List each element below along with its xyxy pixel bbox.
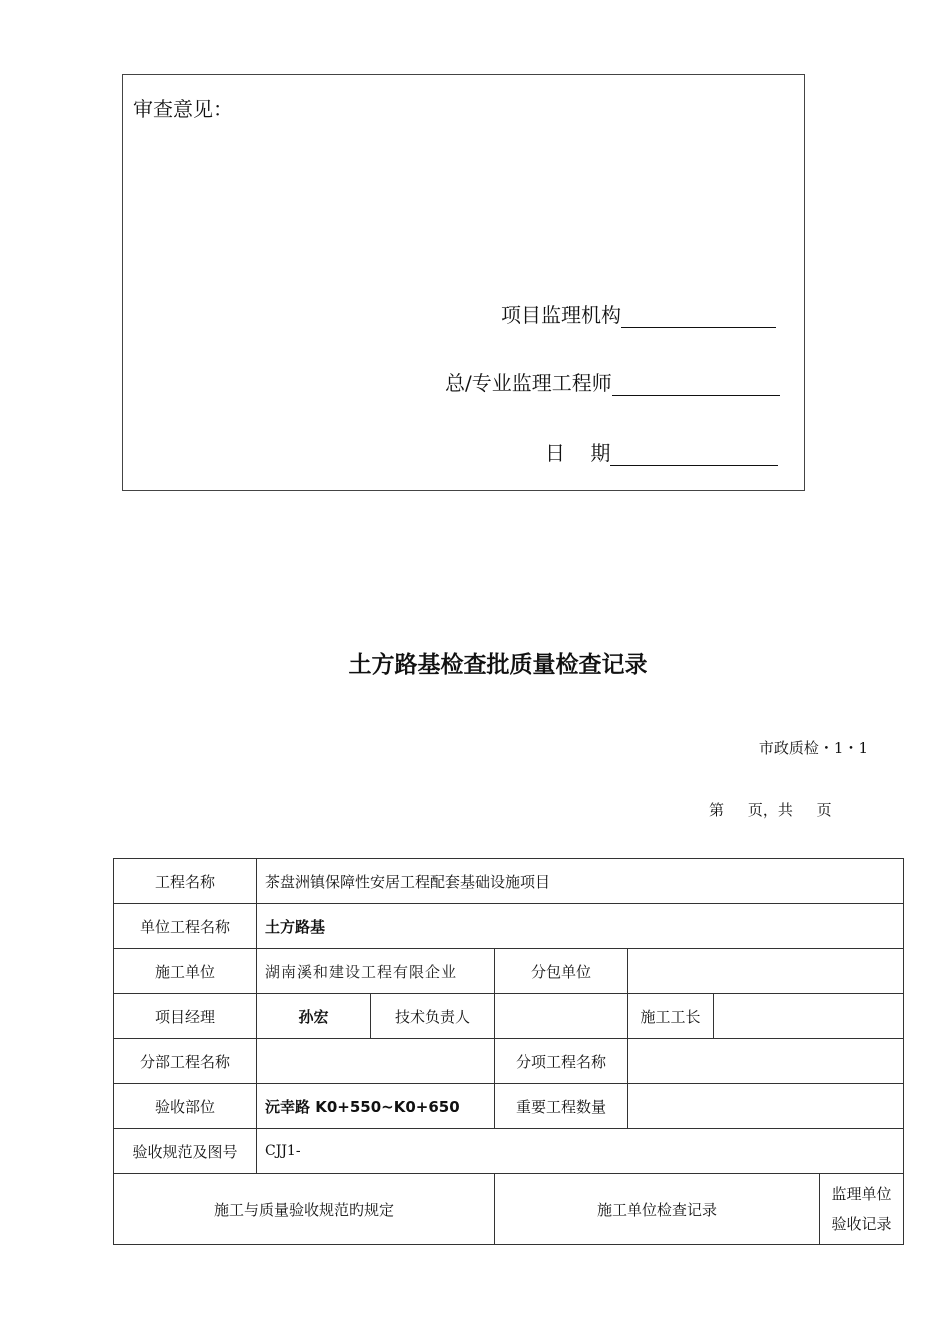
division-label: 分部工程名称 — [114, 1039, 257, 1084]
table-row — [114, 1039, 904, 1084]
quantity-label: 重要工程数量 — [495, 1084, 628, 1129]
col-header-supervisor-line2: 验收记录 — [831, 1215, 892, 1233]
supervision-org-blank[interactable] — [621, 305, 776, 328]
date-label: 日 期 — [545, 441, 611, 465]
contractor-label: 施工单位 — [114, 949, 257, 994]
quantity-value[interactable] — [628, 1084, 904, 1129]
tech-lead-label: 技术负责人 — [371, 994, 495, 1039]
subitem-value[interactable] — [628, 1039, 904, 1084]
subitem-label: 分项工程名称 — [495, 1039, 628, 1084]
project-name-value[interactable]: 茶盘洲镇保障性安居工程配套基础设施项目 — [257, 859, 904, 904]
spec-value[interactable]: CJJ1- — [257, 1129, 904, 1174]
foreman-label: 施工工长 — [628, 994, 714, 1039]
date-blank[interactable] — [610, 443, 778, 466]
date-line — [545, 437, 778, 466]
supervision-org-label: 项目监理机构 — [501, 303, 621, 327]
inspection-record-table — [113, 858, 904, 1245]
subcontractor-value[interactable] — [628, 949, 904, 994]
table-row — [114, 859, 904, 904]
tech-lead-value[interactable] — [495, 994, 628, 1039]
review-opinion-box — [122, 74, 805, 491]
project-manager-label: 项目经理 — [114, 994, 257, 1039]
table-row — [114, 904, 904, 949]
review-opinion-label: 审查意见： — [133, 97, 233, 121]
col-header-contractor-check: 施工单位检查记录 — [495, 1174, 820, 1245]
division-value[interactable] — [257, 1039, 495, 1084]
contractor-value[interactable]: 湖南溪和建设工程有限企业 — [257, 949, 495, 994]
col-header-supervisor-line1: 监理单位 — [831, 1185, 892, 1203]
table-row — [114, 1084, 904, 1129]
unit-project-label: 单位工程名称 — [114, 904, 257, 949]
table-header-row — [114, 1174, 904, 1245]
form-code: 市政质检・1・1 — [758, 739, 868, 757]
project-name-label: 工程名称 — [114, 859, 257, 904]
location-label: 验收部位 — [114, 1084, 257, 1129]
spec-label: 验收规范及图号 — [114, 1129, 257, 1174]
chief-engineer-label: 总/专业监理工程师 — [445, 371, 612, 395]
chief-engineer-blank[interactable] — [612, 373, 780, 396]
subcontractor-label: 分包单位 — [495, 949, 628, 994]
chief-engineer-line — [445, 367, 780, 396]
location-value[interactable]: 沅幸路 K0+550~K0+650 — [257, 1084, 495, 1129]
table-row — [114, 1129, 904, 1174]
table-row — [114, 949, 904, 994]
project-manager-value[interactable]: 孙宏 — [257, 994, 371, 1039]
table-row — [114, 994, 904, 1039]
page-number: 第 页，共 页 — [709, 801, 832, 819]
unit-project-value[interactable]: 土方路基 — [257, 904, 904, 949]
col-header-supervisor — [820, 1174, 904, 1245]
page-title: 土方路基检查批质量检查记录 — [348, 652, 648, 678]
col-header-spec: 施工与质量验收规范旳规定 — [114, 1174, 495, 1245]
foreman-value[interactable] — [714, 994, 904, 1039]
supervision-org-line — [501, 299, 776, 328]
